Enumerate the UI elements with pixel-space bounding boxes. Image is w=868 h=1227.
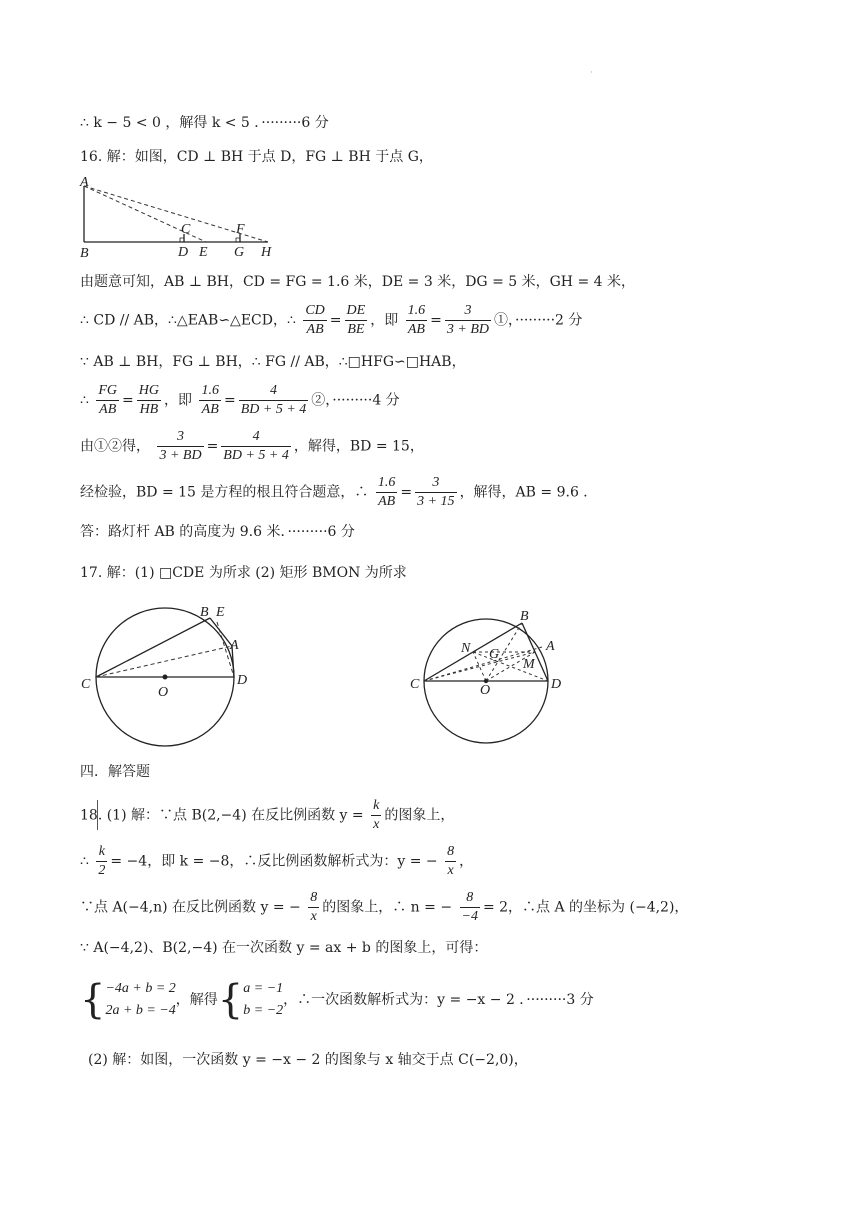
left-brace: { (217, 977, 244, 1023)
equation-system-1: −4a + b = 2 2a + b = −4 (105, 981, 176, 1018)
line-parallel: ∵ AB ⊥ BH，FG ⊥ BH，∴ FG // AB，∴□HFG∽□HAB， (80, 354, 466, 370)
fraction: $\frac{1.6}{AB}$ (201, 383, 219, 417)
fraction: $\frac{8}{x}$ (447, 844, 455, 878)
center-o (163, 675, 168, 680)
fraction: $\frac{FG}{AB}$ (98, 383, 118, 417)
fraction: $\frac{4}{BD + 5 + 4}$ (240, 383, 307, 417)
fraction: $\frac{1.6}{AB}$ (407, 303, 426, 337)
line-18-3: ∵点 A(−4,n) 在反比例函数 y = − $\frac{8}{x}$ 的图象上，∴ n = − $\frac{8}{-4}$ = 2，∴点 A 的坐标为 (−4,2)， (80, 890, 689, 924)
page-corner-mark: · (590, 68, 593, 77)
line-16-intro: 16. 解：如图，CD ⊥ BH 于点 D，FG ⊥ BH 于点 G， (80, 149, 433, 165)
line-1: ∴ k − 5 < 0 ，解得 k < 5 ．·········6 分 (80, 115, 329, 131)
line-18-4: ∵ A(−4,2)、B(2,−4) 在一次函数 y = ax + b 的图象上，可得： (80, 940, 488, 956)
fraction: $\frac{4}{BD + 5 + 4}$ (223, 429, 289, 463)
equation-system-2: a = −1 b = −2 (243, 981, 284, 1018)
fraction: $\frac{3}{3 + BD}$ (446, 303, 489, 337)
label-b: B (80, 246, 89, 261)
figure-circle-bmon (405, 606, 575, 751)
label-g: G (234, 245, 245, 260)
line-17: 17. 解：(1) □CDE 为所求 (2) 矩形 BMON 为所求 (80, 565, 407, 581)
line-18-6: (2) 解：如图，一次函数 y = −x − 2 的图象与 x 轴交于点 C(−2,0)， (88, 1052, 528, 1068)
fraction: $\frac{k}{x}$ (373, 798, 380, 832)
fraction: $\frac{CD}{AB}$ (305, 303, 325, 337)
fraction: $\frac{1.6}{AB}$ (377, 475, 396, 509)
label-g: G (489, 647, 500, 662)
line-answer-16: 答：路灯杆 AB 的高度为 9.6 米．·········6 分 (80, 524, 355, 540)
dashed-ca (96, 646, 232, 677)
segment-ba (210, 618, 232, 646)
fraction: $\frac{8}{x}$ (310, 890, 318, 924)
fraction: $\frac{3}{3 + BD}$ (159, 429, 202, 463)
label-c: C (81, 677, 91, 692)
label-m: M (523, 657, 535, 672)
left-brace: { (80, 977, 106, 1023)
label-d: D (237, 673, 248, 688)
label-f: F (236, 222, 245, 237)
label-e: E (216, 605, 225, 620)
label-c: C (410, 677, 420, 692)
line-similar-2: ∴ $\frac{FG}{AB}$ = $\frac{HG}{HB}$ ，即 $\frac{1.6}{AB}$ = $\frac{4}{BD + 5 + 4}$ ②，·········4 分 (80, 383, 400, 417)
label-a: A (80, 175, 89, 190)
label-e: E (199, 245, 208, 260)
label-h: H (261, 245, 272, 260)
line-similar-1: ∴ CD // AB，∴△EAB∽△ECD，∴ $\frac{CD}{AB}$ = $\frac{DE}{BE}$ ，即 $\frac{1.6}{AB}$ = $\frac{3}{3 + BD}$ ①，·········2 分 (80, 303, 583, 337)
line-18-5: { −4a + b = 2 2a + b = −4 ，解得{ a = −1 b = −2 ，∴一次函数解析式为：y = −x − 2 ．·········3 分 (80, 977, 594, 1023)
label-b: B (200, 605, 209, 620)
dashed-cm (424, 652, 535, 681)
line-18-1: 18. (1) 解：∵点 B(2,−4) 在反比例函数 y = $\frac{k}{x}$ 的图象上， (80, 798, 455, 832)
label-c: C (181, 222, 191, 237)
segment-cb (96, 618, 210, 677)
figure-lamp-post (76, 172, 286, 262)
fraction: $\frac{8}{-4}$ (461, 890, 478, 924)
label-b: B (520, 609, 529, 624)
line-given: 由题意可知，AB ⊥ BH，CD = FG = 1.6 米，DE = 3 米，DG = 5 米，GH = 4 米， (80, 274, 635, 290)
label-o: O (158, 685, 169, 700)
label-a: A (546, 639, 555, 654)
label-d: D (551, 677, 562, 692)
fraction: $\frac{k}{2}$ (98, 844, 106, 878)
label-a: A (230, 638, 239, 653)
line-solve: 由①②得， $\frac{3}{3 + BD}$ = $\frac{4}{BD + 5 + 4}$ ，解得，BD = 15， (80, 429, 424, 463)
section-heading: 四．解答题 (80, 764, 150, 780)
fraction: $\frac{DE}{BE}$ (346, 303, 366, 337)
fraction: $\frac{HG}{HB}$ (138, 383, 160, 417)
label-d: D (178, 245, 189, 260)
figure-circle-cde (76, 596, 266, 752)
line-check: 经检验，BD = 15 是方程的根且符合题意，∴ $\frac{1.6}{AB}$ = $\frac{3}{3 + 15}$ ，解得，AB = 9.6 ． (80, 475, 598, 509)
label-o: O (480, 683, 491, 698)
label-n: N (461, 641, 471, 656)
fraction: $\frac{3}{3 + 15}$ (417, 475, 455, 509)
dashed-on (473, 652, 486, 681)
line-18-2: ∴ $\frac{k}{2}$ = −4，即 k = −8，∴反比例函数解析式为：y = − $\frac{8}{x}$ ， (80, 844, 474, 878)
